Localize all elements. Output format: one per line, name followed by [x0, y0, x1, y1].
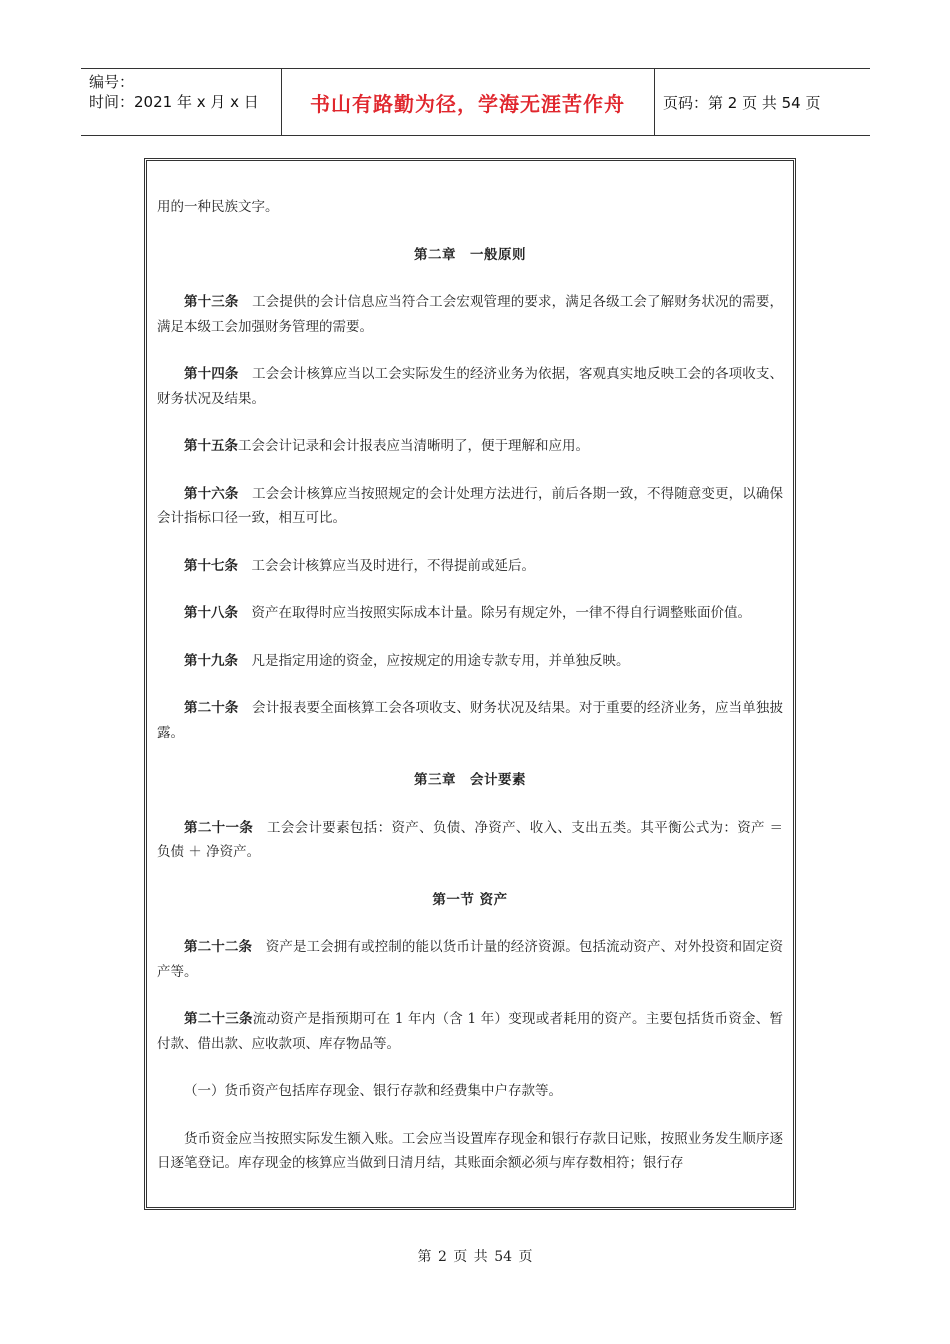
article-16-text: 工会会计核算应当按照规定的会计处理方法进行，前后各期一致，不得随意变更，以确保会计指标口径一致，相互可比。	[157, 485, 784, 526]
article-23-text: 流动资产是指预期可在 1 年内（含 1 年）变现或者耗用的资产。主要包括货币资金、暂付款、借出款、应收款项、库存物品等。	[157, 1011, 784, 1052]
article-19-label: 第十九条	[184, 652, 238, 669]
header-motto: 书山有路勤为径，学海无涯苦作舟	[281, 69, 655, 135]
article-15	[157, 434, 783, 459]
page-header	[81, 68, 870, 136]
paragraph-continued: 用的一种民族文字。	[157, 199, 279, 215]
article-13-label: 第十三条	[184, 294, 239, 310]
article-22	[157, 935, 783, 984]
header-meta	[81, 69, 282, 135]
article-15-label: 第十五条	[184, 438, 238, 454]
article-20-text: 会计报表要全面核算工会各项收支、财务状况及结果。对于重要的经济业务，应当单独披露。	[157, 700, 784, 741]
article-15-text: 工会会计记录和会计报表应当清晰明了，便于理解和应用。	[238, 438, 589, 454]
article-16	[157, 482, 783, 531]
article-19-text: 凡是指定用途的资金，应按规定的用途专款专用，并单独反映。	[251, 652, 630, 669]
document-time-label: 时间：2021 年 x 月 x 日	[89, 93, 259, 111]
article-22-label: 第二十二条	[184, 939, 253, 955]
article-21	[157, 816, 783, 865]
article-21-label: 第二十一条	[184, 819, 254, 836]
chapter-2-heading: 第二章 一般原则	[414, 246, 526, 263]
article-20	[157, 696, 783, 745]
article-18-label: 第十八条	[184, 605, 238, 621]
article-17-label: 第十七条	[184, 557, 238, 574]
article-22-text: 资产是工会拥有或控制的能以货币计量的经济资源。包括流动资产、对外投资和固定资产等。	[157, 939, 784, 980]
article-18	[157, 601, 783, 626]
article-20-label: 第二十条	[184, 700, 239, 716]
article-16-label: 第十六条	[184, 485, 239, 502]
article-23-label: 第二十三条	[184, 1011, 253, 1027]
article-13	[157, 290, 783, 339]
header-page-info: 页码：第 2 页 共 54 页	[663, 93, 821, 112]
article-18-text: 资产在取得时应当按照实际成本计量。除另有规定外，一律不得自行调整账面价值。	[251, 605, 751, 621]
article-21-text: 工会会计要素包括：资产、负债、净资产、收入、支出五类。其平衡公式为：资产 ＝ 负债 ＋ 净资产。	[157, 819, 783, 860]
page-footer: 第 2 页 共 54 页	[417, 1249, 533, 1265]
chapter-3-heading: 第三章 会计要素	[414, 772, 526, 788]
article-23	[157, 1007, 783, 1056]
document-body	[157, 195, 783, 1199]
list-item-1: （一）货币资产包括库存现金、银行存款和经费集中户存款等。	[184, 1083, 562, 1099]
article-19	[157, 649, 783, 674]
article-14-text: 工会会计核算应当以工会实际发生的经济业务为依据，客观真实地反映工会的各项收支、财务状况及结果。	[157, 366, 784, 407]
article-17	[157, 554, 783, 579]
article-13-text: 工会提供的会计信息应当符合工会宏观管理的要求，满足各级工会了解财务状况的需要，满足本级工会加强财务管理的需要。	[157, 294, 784, 335]
article-17-text: 工会会计核算应当及时进行，不得提前或延后。	[251, 557, 535, 574]
document-number-label: 编号：	[89, 73, 135, 91]
content-frame	[144, 158, 796, 1210]
article-14	[157, 362, 783, 411]
article-14-label: 第十四条	[184, 366, 239, 382]
section-1-heading: 第一节 资产	[432, 891, 508, 908]
paragraph-monetary-funds: 货币资金应当按照实际发生额入账。工会应当设置库存现金和银行存款日记账，按照业务发生顺序逐日逐笔登记。库存现金的核算应当做到日清月结，其账面余额必须与库存数相符；银行存	[157, 1130, 783, 1171]
